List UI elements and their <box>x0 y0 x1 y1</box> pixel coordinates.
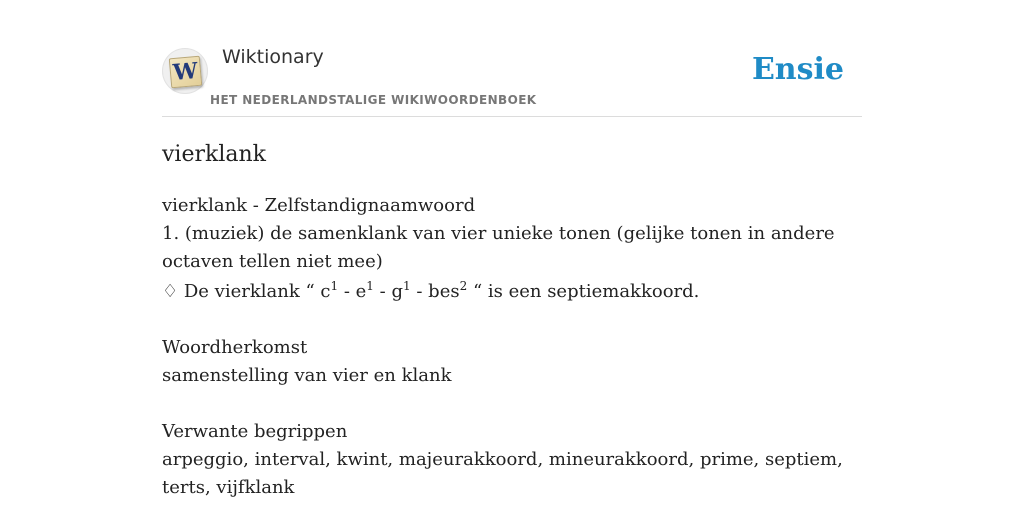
definition: 1. (muziek) de samenklank van vier unieke tonen (gelijke tonen in andere octaven tellen niet mee) <box>162 223 835 272</box>
page-title: vierklank <box>162 142 266 167</box>
example-mid-1: - e <box>338 281 367 302</box>
example-mid-3: - bes <box>410 281 460 302</box>
example-sup-1: 1 <box>330 279 339 293</box>
example-sentence <box>162 278 862 306</box>
example-prefix: ♢ De vierklank “ c <box>162 281 331 302</box>
related-heading: Verwante begrippen <box>162 421 348 442</box>
site-name[interactable]: Wiktionary <box>222 46 324 68</box>
etymology-heading: Woordherkomst <box>162 337 308 358</box>
ensie-brand-link[interactable]: Ensie <box>751 52 844 87</box>
etymology-text: samenstelling van vier en klank <box>162 365 452 386</box>
site-tagline: HET NEDERLANDSTALIGE WIKIWOORDENBOEK <box>210 93 537 107</box>
site-header <box>162 44 862 117</box>
part-of-speech-line: vierklank - Zelfstandignaamwoord <box>162 195 476 216</box>
etymology-section <box>162 334 862 390</box>
example-mid-2: - g <box>373 281 403 302</box>
example-sup-4: 2 <box>459 279 468 293</box>
related-section <box>162 418 862 502</box>
example-sup-3: 1 <box>403 279 411 293</box>
logo-tile: W <box>169 56 202 89</box>
wiktionary-logo-icon[interactable] <box>162 48 208 94</box>
entry-content <box>162 140 862 502</box>
example-suffix: “ is een septiemakkoord. <box>467 281 700 302</box>
related-terms: arpeggio, interval, kwint, majeurakkoord, mineurakkoord, prime, septiem, terts, vijfklank <box>162 449 843 498</box>
example-sup-2: 1 <box>366 279 374 293</box>
